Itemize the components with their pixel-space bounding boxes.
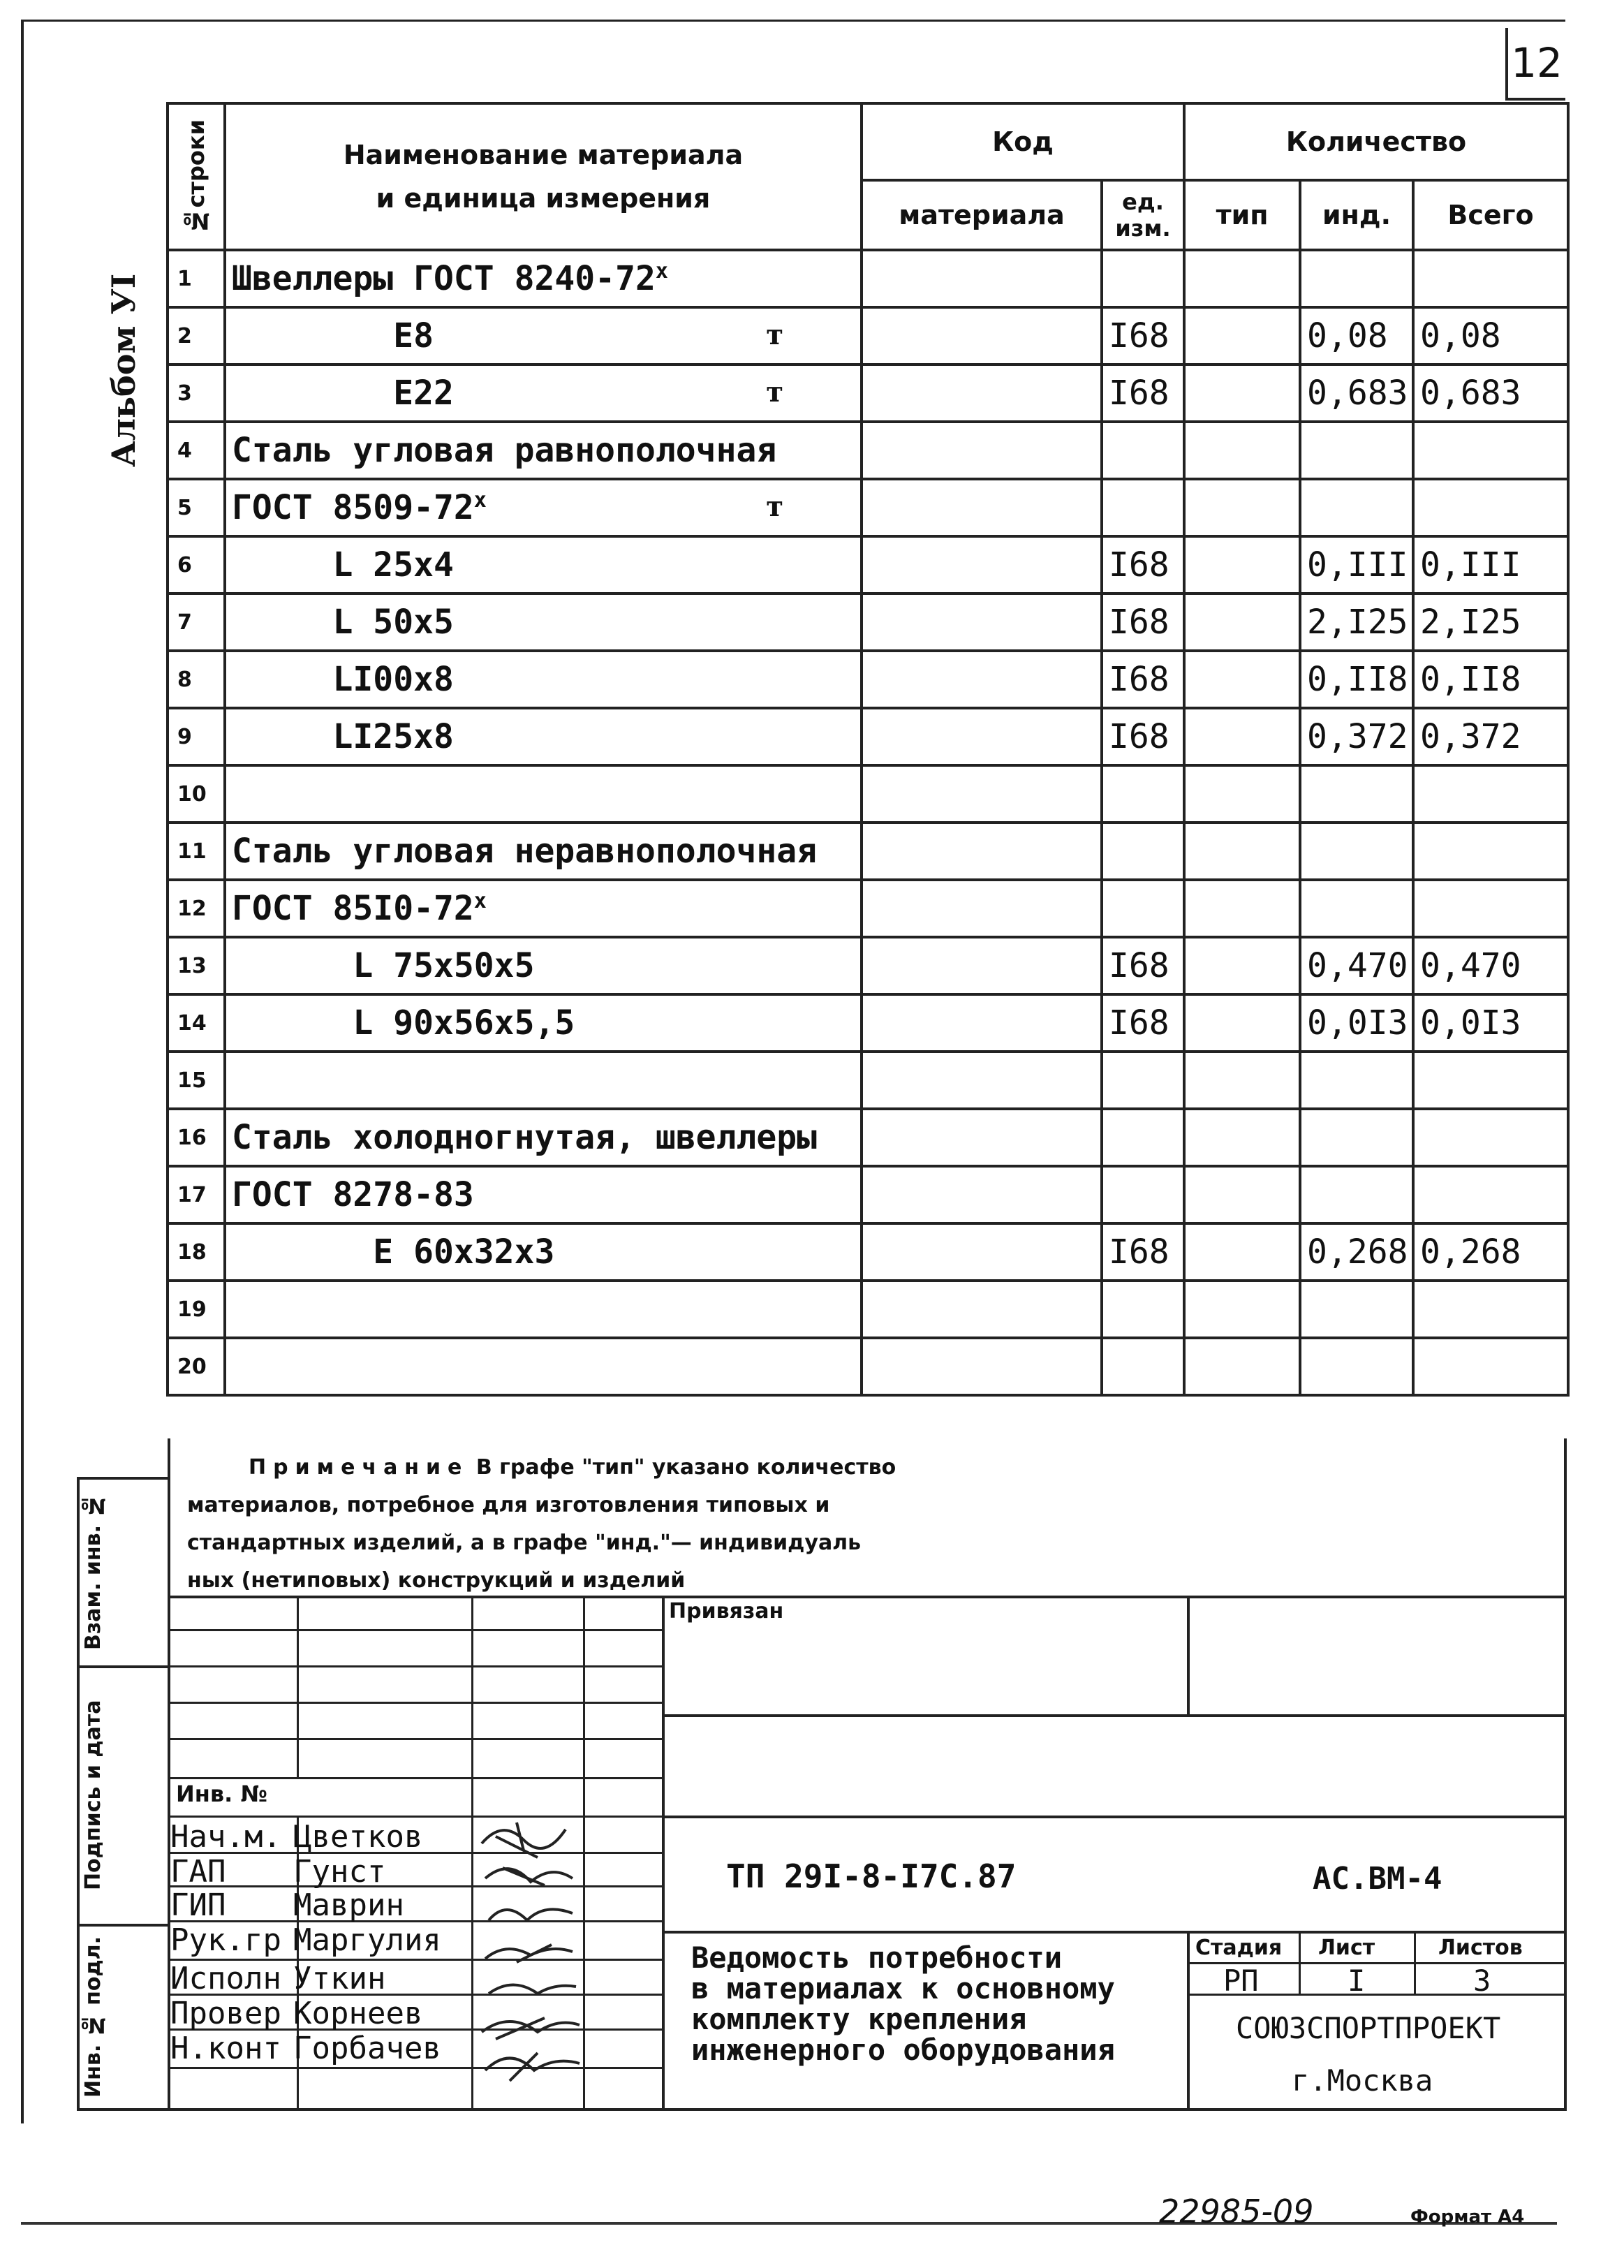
qty-type bbox=[1184, 1223, 1300, 1281]
table-row bbox=[168, 1109, 1568, 1166]
unit-mark: т bbox=[766, 490, 783, 523]
signature-role: Рук.гр bbox=[170, 1922, 281, 1958]
inv-podl-label: Инв. № подл. bbox=[81, 1936, 105, 2098]
row-number: 1 bbox=[168, 250, 225, 307]
row-number: 2 bbox=[168, 307, 225, 364]
material-name: LI25x8 bbox=[225, 708, 862, 765]
qty-ind: 0,268 bbox=[1300, 1223, 1413, 1281]
table-row bbox=[168, 1052, 1568, 1109]
signature-name: Маврин bbox=[293, 1887, 404, 1923]
material-code bbox=[862, 1338, 1102, 1395]
footer-line bbox=[21, 2222, 1557, 2225]
qty-ind: 0,0I3 bbox=[1300, 994, 1413, 1052]
unit-code bbox=[1102, 765, 1184, 823]
signature-row bbox=[170, 1996, 461, 2031]
row-number: 4 bbox=[168, 422, 225, 479]
header-code: Код bbox=[862, 103, 1184, 180]
table-row bbox=[168, 1166, 1568, 1223]
row-number: 13 bbox=[168, 937, 225, 994]
table-row bbox=[168, 1223, 1568, 1281]
qty-total bbox=[1413, 1166, 1568, 1223]
qty-ind bbox=[1300, 1109, 1413, 1166]
material-code bbox=[862, 765, 1102, 823]
signature-name: Цветков bbox=[293, 1819, 423, 1855]
row-number: 19 bbox=[168, 1281, 225, 1338]
material-name: Е 60x32x3 bbox=[225, 1223, 862, 1281]
qty-type bbox=[1184, 479, 1300, 536]
doc-number: 22985-09 bbox=[1159, 2193, 1314, 2230]
qty-type bbox=[1184, 765, 1300, 823]
material-code bbox=[862, 880, 1102, 937]
qty-total bbox=[1413, 823, 1568, 880]
header-row-no: №строки bbox=[168, 103, 225, 250]
material-code bbox=[862, 307, 1102, 364]
qty-type bbox=[1184, 880, 1300, 937]
material-code bbox=[862, 364, 1102, 422]
unit-code: I68 bbox=[1102, 651, 1184, 708]
qty-ind: 0,08 bbox=[1300, 307, 1413, 364]
material-code bbox=[862, 1281, 1102, 1338]
qty-ind bbox=[1300, 1281, 1413, 1338]
podpis-label: Подпись и дата bbox=[81, 1700, 105, 1891]
note-line1: В графе "тип" указано количество bbox=[475, 1455, 896, 1480]
qty-type bbox=[1184, 1052, 1300, 1109]
qty-total bbox=[1413, 479, 1568, 536]
table-row bbox=[168, 422, 1568, 479]
qty-total: 0,II8 bbox=[1413, 651, 1568, 708]
signature-row bbox=[170, 1961, 461, 1996]
row-number: 10 bbox=[168, 765, 225, 823]
material-code bbox=[862, 1052, 1102, 1109]
table-row bbox=[168, 651, 1568, 708]
sheet-number: 12 bbox=[1505, 28, 1565, 101]
note-line2: материалов, потребное для изготовления типовых и bbox=[187, 1493, 830, 1517]
signature-row bbox=[170, 1887, 461, 1923]
row-number: 5 bbox=[168, 479, 225, 536]
material-code bbox=[862, 1166, 1102, 1223]
table-row bbox=[168, 937, 1568, 994]
qty-ind bbox=[1300, 1338, 1413, 1395]
signature-name: Горбачев bbox=[293, 2031, 441, 2066]
signature-row bbox=[170, 1922, 461, 1958]
material-code bbox=[862, 994, 1102, 1052]
qty-type bbox=[1184, 651, 1300, 708]
sheets-value: 3 bbox=[1473, 1964, 1491, 1998]
row-number: 9 bbox=[168, 708, 225, 765]
qty-ind bbox=[1300, 1166, 1413, 1223]
unit-code: I68 bbox=[1102, 937, 1184, 994]
row-number: 17 bbox=[168, 1166, 225, 1223]
qty-total: 0,470 bbox=[1413, 937, 1568, 994]
signature-role: Нач.м. bbox=[170, 1819, 281, 1855]
material-code bbox=[862, 594, 1102, 651]
material-name: L 90x56x5,5 bbox=[225, 994, 862, 1052]
unit-code bbox=[1102, 422, 1184, 479]
material-code bbox=[862, 937, 1102, 994]
row-number: 12 bbox=[168, 880, 225, 937]
material-code bbox=[862, 479, 1102, 536]
sheet-code: АС.ВМ-4 bbox=[1313, 1861, 1442, 1897]
qty-total bbox=[1413, 1052, 1568, 1109]
qty-type bbox=[1184, 708, 1300, 765]
table-row bbox=[168, 1338, 1568, 1395]
qty-ind bbox=[1300, 250, 1413, 307]
unit-code: I68 bbox=[1102, 307, 1184, 364]
signature-row bbox=[170, 1819, 461, 1855]
table-row bbox=[168, 594, 1568, 651]
material-name: ГОСТ 8278-83 bbox=[225, 1166, 862, 1223]
table-row bbox=[168, 823, 1568, 880]
material-name bbox=[225, 1281, 862, 1338]
header-total: Всего bbox=[1413, 180, 1568, 250]
table-row bbox=[168, 994, 1568, 1052]
material-code bbox=[862, 1223, 1102, 1281]
header-type: тип bbox=[1184, 180, 1300, 250]
row-number: 11 bbox=[168, 823, 225, 880]
material-name: Сталь угловая равнополочная bbox=[225, 422, 862, 479]
project-code: ТП 29I-8-I7С.87 bbox=[726, 1857, 1017, 1895]
table-row bbox=[168, 708, 1568, 765]
material-code bbox=[862, 422, 1102, 479]
row-number: 15 bbox=[168, 1052, 225, 1109]
sheet-label: Лист bbox=[1318, 1936, 1375, 1960]
header-name: Наименование материала и единица измерения bbox=[225, 103, 862, 250]
unit-code bbox=[1102, 1338, 1184, 1395]
unit-code bbox=[1102, 880, 1184, 937]
qty-ind bbox=[1300, 479, 1413, 536]
privyazan-label: Привязан bbox=[669, 1599, 784, 1623]
unit-mark: т bbox=[766, 376, 783, 408]
album-label: Альбом УI bbox=[105, 273, 142, 467]
qty-total: 0,372 bbox=[1413, 708, 1568, 765]
unit-code: I68 bbox=[1102, 364, 1184, 422]
row-number: 20 bbox=[168, 1338, 225, 1395]
qty-total: 0,268 bbox=[1413, 1223, 1568, 1281]
header-ind: инд. bbox=[1300, 180, 1413, 250]
row-number: 14 bbox=[168, 994, 225, 1052]
qty-ind: 0,683 bbox=[1300, 364, 1413, 422]
signature-role: Н.конт bbox=[170, 2031, 281, 2066]
unit-code bbox=[1102, 823, 1184, 880]
row-number: 7 bbox=[168, 594, 225, 651]
qty-type bbox=[1184, 1109, 1300, 1166]
signature-row bbox=[170, 2031, 461, 2066]
material-name: Е8 т bbox=[225, 307, 862, 364]
unit-code bbox=[1102, 250, 1184, 307]
table-row bbox=[168, 479, 1568, 536]
qty-ind bbox=[1300, 765, 1413, 823]
note-title: Примечание bbox=[249, 1455, 469, 1480]
qty-type bbox=[1184, 1281, 1300, 1338]
qty-type bbox=[1184, 937, 1300, 994]
qty-ind bbox=[1300, 1052, 1413, 1109]
table-row bbox=[168, 536, 1568, 594]
sheet-value: I bbox=[1348, 1964, 1366, 1998]
city: г.Москва bbox=[1292, 2063, 1433, 2098]
qty-type bbox=[1184, 994, 1300, 1052]
signature-role: Исполн bbox=[170, 1961, 281, 1996]
material-name: L 75x50x5 bbox=[225, 937, 862, 994]
material-code bbox=[862, 536, 1102, 594]
signature-name: Уткин bbox=[293, 1961, 386, 1996]
qty-ind: 0,II8 bbox=[1300, 651, 1413, 708]
document-title: Ведомость потребности в материалах к основному комплекту крепления инженерного оборудования bbox=[691, 1941, 1115, 2067]
materials-table bbox=[166, 102, 1570, 1397]
signature-role: Провер bbox=[170, 1996, 281, 2031]
unit-code bbox=[1102, 1166, 1184, 1223]
material-name: Швеллеры ГОСТ 8240-72$^x$ bbox=[225, 250, 862, 307]
table-row bbox=[168, 250, 1568, 307]
header-unit: ед. изм. bbox=[1102, 180, 1184, 250]
signature-name: Гунст bbox=[293, 1854, 386, 1890]
material-code bbox=[862, 823, 1102, 880]
qty-type bbox=[1184, 364, 1300, 422]
material-code bbox=[862, 250, 1102, 307]
qty-ind bbox=[1300, 880, 1413, 937]
unit-code bbox=[1102, 1109, 1184, 1166]
row-number: 16 bbox=[168, 1109, 225, 1166]
qty-total bbox=[1413, 1338, 1568, 1395]
qty-ind: 2,I25 bbox=[1300, 594, 1413, 651]
table-row bbox=[168, 307, 1568, 364]
qty-total bbox=[1413, 250, 1568, 307]
qty-total: 0,0I3 bbox=[1413, 994, 1568, 1052]
qty-type bbox=[1184, 1166, 1300, 1223]
material-name bbox=[225, 1338, 862, 1395]
qty-total bbox=[1413, 422, 1568, 479]
table-row bbox=[168, 765, 1568, 823]
material-name: ГОСТ 85I0-72$^x$ bbox=[225, 880, 862, 937]
signature-row bbox=[170, 1854, 461, 1890]
qty-ind bbox=[1300, 823, 1413, 880]
material-name: L 50x5 bbox=[225, 594, 862, 651]
signature-role: ГИП bbox=[170, 1887, 226, 1923]
row-number: 8 bbox=[168, 651, 225, 708]
row-number: 3 bbox=[168, 364, 225, 422]
qty-total bbox=[1413, 880, 1568, 937]
qty-ind: 0,470 bbox=[1300, 937, 1413, 994]
unit-mark: т bbox=[766, 318, 783, 351]
format-label: Формат А4 bbox=[1410, 2207, 1525, 2228]
material-name: L 25x4 bbox=[225, 536, 862, 594]
table-row bbox=[168, 1281, 1568, 1338]
note-line3: стандартных изделий, а в графе "инд."— индивидуаль bbox=[187, 1531, 862, 1555]
signature-name: Маргулия bbox=[293, 1922, 441, 1958]
stage-label: Стадия bbox=[1195, 1936, 1283, 1960]
material-name bbox=[225, 1052, 862, 1109]
qty-total bbox=[1413, 765, 1568, 823]
qty-type bbox=[1184, 594, 1300, 651]
unit-code: I68 bbox=[1102, 994, 1184, 1052]
material-name bbox=[225, 765, 862, 823]
qty-total: 0,III bbox=[1413, 536, 1568, 594]
note bbox=[187, 1449, 1234, 1600]
header-qty: Количество bbox=[1184, 103, 1568, 180]
row-number: 18 bbox=[168, 1223, 225, 1281]
handwritten-signatures bbox=[475, 1816, 586, 2109]
header-material: материала bbox=[862, 180, 1102, 250]
stage-value: РП bbox=[1223, 1964, 1259, 1998]
qty-ind: 0,III bbox=[1300, 536, 1413, 594]
qty-total bbox=[1413, 1281, 1568, 1338]
qty-type bbox=[1184, 1338, 1300, 1395]
material-code bbox=[862, 708, 1102, 765]
unit-code bbox=[1102, 479, 1184, 536]
material-code bbox=[862, 651, 1102, 708]
inv-no-label: Инв. № bbox=[176, 1781, 267, 1807]
row-number: 6 bbox=[168, 536, 225, 594]
qty-type bbox=[1184, 536, 1300, 594]
material-code bbox=[862, 1109, 1102, 1166]
qty-ind: 0,372 bbox=[1300, 708, 1413, 765]
material-name: Е22 т bbox=[225, 364, 862, 422]
organization: СОЮЗСПОРТПРОЕКТ bbox=[1236, 2011, 1501, 2045]
qty-total: 0,08 bbox=[1413, 307, 1568, 364]
unit-code: I68 bbox=[1102, 708, 1184, 765]
table-row bbox=[168, 880, 1568, 937]
qty-ind bbox=[1300, 422, 1413, 479]
unit-code bbox=[1102, 1281, 1184, 1338]
signature-role: ГАП bbox=[170, 1854, 226, 1890]
unit-code bbox=[1102, 1052, 1184, 1109]
qty-total: 0,683 bbox=[1413, 364, 1568, 422]
qty-type bbox=[1184, 307, 1300, 364]
material-name: Сталь угловая неравнополочная bbox=[225, 823, 862, 880]
material-name: LI00x8 bbox=[225, 651, 862, 708]
sheets-label: Листов bbox=[1438, 1936, 1523, 1960]
unit-code: I68 bbox=[1102, 536, 1184, 594]
qty-total bbox=[1413, 1109, 1568, 1166]
material-name: Сталь холодногнутая, швеллеры bbox=[225, 1109, 862, 1166]
unit-code: I68 bbox=[1102, 1223, 1184, 1281]
qty-type bbox=[1184, 823, 1300, 880]
qty-total: 2,I25 bbox=[1413, 594, 1568, 651]
signature-name: Корнеев bbox=[293, 1996, 423, 2031]
unit-code: I68 bbox=[1102, 594, 1184, 651]
vzam-inv-label: Взам. инв. № bbox=[81, 1493, 105, 1651]
table-row bbox=[168, 364, 1568, 422]
note-line4: ных (нетиповых) конструкций и изделий bbox=[187, 1568, 686, 1593]
qty-type bbox=[1184, 250, 1300, 307]
material-name: ГОСТ 8509-72$^x$ т bbox=[225, 479, 862, 536]
qty-type bbox=[1184, 422, 1300, 479]
